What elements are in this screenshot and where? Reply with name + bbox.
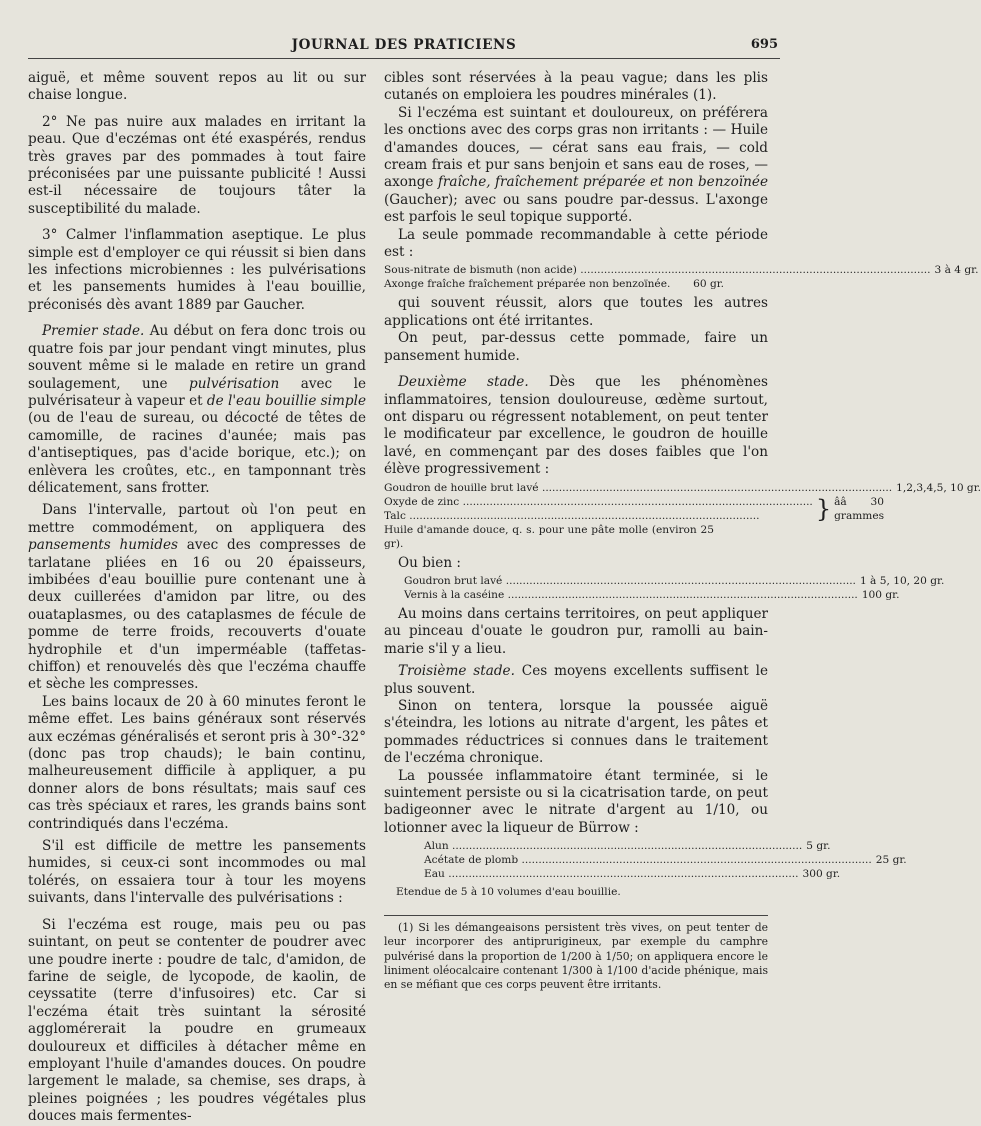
section-label: Troisième stade. — [398, 663, 515, 680]
paragraph: Deuxième stade. Dès que les phénomènes inflammatoires, tension douloureuse, œdème surtout, ont disparu ou régressent notablement, on peut tenter le modificateur par excellence, le goudron de houille lavé, en commençant par des doses faibles que l'on élève progressivement : — [384, 374, 768, 478]
prescription-bismuth — [384, 263, 979, 291]
page-header — [28, 34, 780, 59]
prescription-goudron — [384, 481, 981, 551]
prescription-line: Axonge fraîche fraîchement préparée non benzoïnée. 60 gr. — [384, 278, 724, 291]
prescription-line: Talc ..... — [384, 509, 813, 523]
paragraph: cibles sont réservées à la peau vague; dans les plis cutanés on emploiera les poudres minérales (1). — [384, 70, 768, 104]
paragraph: Premier stade. Au début on fera donc trois ou quatre fois par jour pendant vingt minutes, plus souvent même si le malade en retire un grand soulagement, une pulvérisation avec le pulvérisateur à vapeur et de l'eau bouillie simple (ou de l'eau de sureau, ou décocté de têtes de camomille, de racines d'aunée; mais pas d'antiseptiques, pas d'acide borique, etc.); on enlèvera les croûtes, etc., en tamponnant très délicatement, sans frotter. — [28, 323, 367, 496]
prescription-line: Sous-nitrate de bismuth (non acide) ..... 3 à 4 gr. — [384, 263, 724, 277]
paragraph: La poussée inflammatoire étant terminée, si le suintement persiste ou si la cicatrisation tarde, on peut badigeonner avec le nitrate d'argent au 1/10, ou lotionner avec la liqueur de Bürrow : — [384, 767, 768, 836]
paragraph: 3° Calmer l'inflammation aseptique. Le plus simple est d'employer ce qui réussit si bien dans les infections microbiennes : les pulvérisations et les pansements humides à l'eau bouillie, préconisés dès avant 1889 par Gaucher. — [28, 227, 366, 313]
paragraph: aiguë, et même souvent repos au lit ou sur chaise longue. — [28, 70, 366, 104]
footnote-rule — [384, 915, 768, 916]
prescription-burrow — [424, 839, 907, 881]
paragraph: Si l'eczéma est rouge, mais peu ou pas suintant, on peut se contenter de poudrer avec une poudre inerte : poudre de talc, d'amidon, de farine de seigle, de lycopode, de kaolin, de ceyssatite (terre d'infusoires) etc. Car si l'eczéma était très suintant la sérosité agglomérerait la poudre en grumeaux douloureux et difficiles à détacher même en employant l'huile d'amandes douces. On poudre largement le malade, sa chemise, ses draps, à pleines poignées ; les poudres végétales plus douces mais fermentes- — [28, 916, 366, 1125]
paragraph: La seule pommade recommandable à cette période est : — [384, 226, 768, 261]
prescription-line: Goudron brut lavé ..... 1 à 5, 10, 20 gr. — [404, 574, 649, 588]
paragraph: Troisième stade. Ces moyens excellents suffisent le plus souvent. — [384, 663, 768, 697]
running-head: JOURNAL DES PRATICIENS — [291, 37, 517, 53]
paragraph: On peut, par-dessus cette pommade, faire un pansement humide. — [384, 330, 768, 364]
prescription-line: Goudron de houille brut lavé ..... 1,2,3,4,5, 10 gr. — [384, 481, 714, 495]
prescription-line: Eau ..... 300 gr. — [424, 867, 669, 881]
prescription-line: Huile d'amande douce, q. s. pour une pâte molle (environ 25 gr). — [384, 523, 714, 550]
prescription-line: Alun ..... 5 gr. — [424, 839, 669, 853]
right-column — [384, 70, 981, 992]
paragraph: Si l'eczéma est suintant et douloureux, on préférera les onctions avec des corps gras non irritants : — Huile d'amandes douces, — cérat sans eau frais, — cold cream frais et pur sans benjoin et sans eau de roses, — axonge fraîche, fraîchement préparée et non benzoïnée (Gaucher); avec ou sans poudre par-dessus. L'axonge est parfois le seul topique supporté. — [384, 104, 768, 226]
paragraph: Ou bien : — [398, 554, 461, 571]
paragraph: Au moins dans certains territoires, on peut appliquer au pinceau d'ouate le goudron pur, ramolli au bain-marie s'il y a lieu. — [384, 605, 768, 657]
paragraph: qui souvent réussit, alors que toutes les autres applications ont été irritantes. — [384, 295, 768, 329]
paragraph: Sinon on tentera, lorsque la poussée aiguë s'éteindra, les lotions au nitrate d'argent, les pâtes et pommades réductrices si connues dans le traitement de l'eczéma chronique. — [384, 697, 768, 767]
section-label: Deuxième stade. — [398, 374, 529, 391]
prescription-amount: ââ 30 grammes — [834, 495, 885, 522]
paragraph: 2° Ne pas nuire aux malades en irritant la peau. Que d'eczémas ont été exaspérés, rendus très graves par des pommades à tout faire préconisées par une puissante publicité ! Aussi est-il nécessaire de toujours tâter la susceptibilité du malade. — [28, 113, 366, 217]
left-column — [28, 70, 366, 1126]
prescription-caseine — [404, 574, 945, 602]
page-number: 695 — [750, 37, 778, 52]
prescription-note: Etendue de 5 à 10 volumes d'eau bouillie. — [396, 886, 621, 899]
prescription-line: Oxyde de zinc ..... — [384, 495, 813, 509]
section-label: Premier stade. — [42, 323, 145, 340]
paragraph: Dans l'intervalle, partout où l'on peut en mettre commodément, on appliquera des pansements humides avec des compresses de tarlatane pliées en 16 ou 20 épaisseurs, imbibées d'eau bouillie pure contenant une à deux cuillerées d'amidon par litre, ou des ouataplasmes, ou des cataplasmes de fécule de pomme de terre froids, recouverts d'ouate hydrophile et d'un imperméable (taffetas-chiffon) et renouvelés dès que l'eczéma chauffe et sèche les compresses. — [28, 502, 366, 693]
paragraph: Les bains locaux de 20 à 60 minutes feront le même effet. Les bains généraux sont réservés aux eczémas généralisés et seront pris à 30°-32° (donc pas trop chauds); le bain continu, malheureusement difficile à appliquer, a pu donner alors de bons résultats; mais sauf ces cas très spéciaux et rares, les grands bains sont contrindiqués dans l'eczéma. — [28, 693, 366, 832]
prescription-line: Acétate de plomb ..... 25 gr. — [424, 853, 669, 867]
brace-glyph: } — [815, 494, 832, 523]
footnote: (1) Si les démangeaisons persistent très vives, on peut tenter de leur incorporer des antiprurigineux, par exemple du camphre pulvérisé dans la proportion de 1/200 à 1/50; on appliquera encore le liniment oléocalcaire contenant 1/300 à 1/100 d'acide phénique, mais en se méfiant que ces corps peuvent être irritants. — [384, 921, 768, 992]
prescription-line: Vernis à la caséine ..... 100 gr. — [404, 588, 649, 602]
paragraph: S'il est difficile de mettre les pansements humides, si ceux-ci sont incommodes ou mal tolérés, on essaiera tour à tour les moyens suivants, dans l'intervalle des pulvérisations : — [28, 838, 366, 907]
